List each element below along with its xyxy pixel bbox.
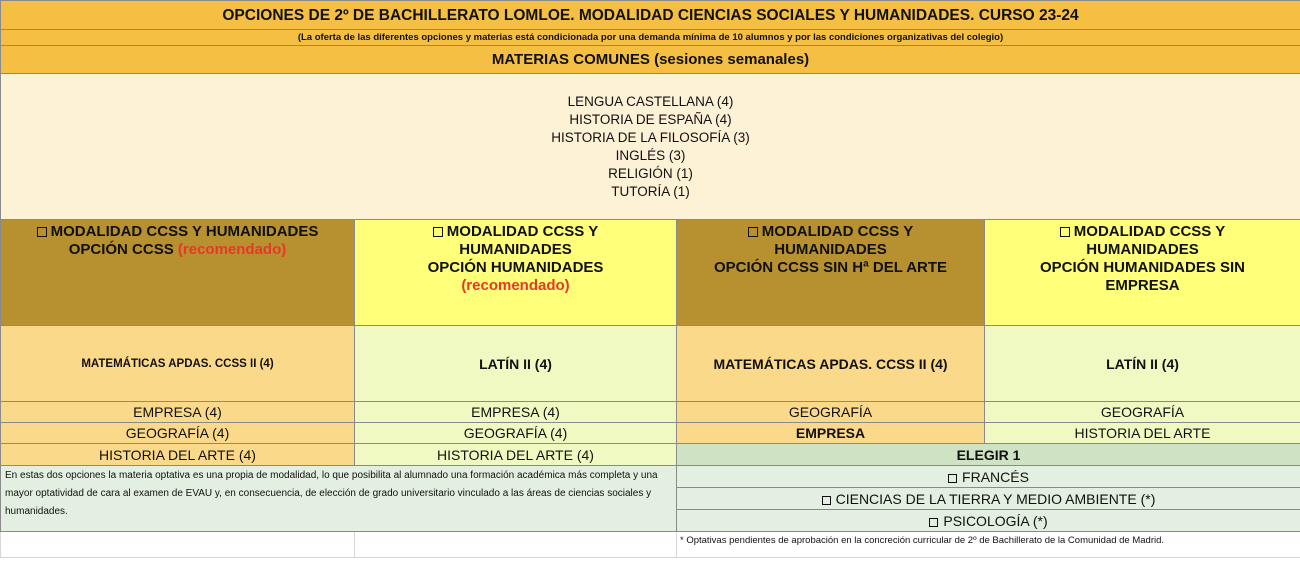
elective-choice-ctma[interactable] bbox=[677, 488, 1300, 510]
subject-cell: EMPRESA bbox=[677, 423, 985, 444]
option-subtitle: OPCIÓN HUMANIDADES SIN bbox=[1039, 259, 1245, 276]
subtitle-cell bbox=[1, 30, 1300, 46]
core-subject: LATÍN II (4) bbox=[985, 326, 1300, 402]
checkbox-icon[interactable] bbox=[822, 496, 831, 505]
subject-cell: GEOGRAFÍA bbox=[677, 402, 985, 423]
option-title: MODALIDAD CCSS Y bbox=[1073, 223, 1226, 240]
option-ccss[interactable] bbox=[1, 220, 355, 326]
common-subject: LENGUA CASTELLANA (4) bbox=[567, 93, 734, 109]
options-note: En estas dos opciones la materia optativa es una propia de modalidad, lo que posibilita al alumnado una formación académica más completa y una mayor optatividad de cara al examen de EVAU y, en consecuencia, de elección de grado universitario vinculado a las áreas de ciencias sociales y humanidades. bbox=[1, 466, 677, 532]
elective-label: CIENCIAS DE LA TIERRA Y MEDIO AMBIENTE (*) bbox=[835, 490, 1156, 507]
subject-cell: EMPRESA (4) bbox=[1, 402, 355, 423]
subject-cell: GEOGRAFÍA (4) bbox=[355, 423, 677, 444]
common-subject: HISTORIA DE LA FILOSOFÍA (3) bbox=[551, 129, 750, 145]
common-subject: INGLÉS (3) bbox=[615, 147, 686, 163]
core-subject: LATÍN II (4) bbox=[355, 326, 677, 402]
subject-cell: HISTORIA DEL ARTE bbox=[985, 423, 1300, 444]
elective-choice-frances[interactable] bbox=[677, 466, 1300, 488]
option-subtitle: OPCIÓN HUMANIDADES bbox=[427, 259, 604, 276]
checkbox-icon[interactable] bbox=[37, 227, 47, 237]
empty-cell bbox=[355, 532, 677, 558]
common-subject: RELIGIÓN (1) bbox=[608, 165, 693, 181]
common-subject: HISTORIA DE ESPAÑA (4) bbox=[569, 111, 732, 127]
option-title-2: HUMANIDADES bbox=[774, 241, 887, 258]
core-subject: MATEMÁTICAS APDAS. CCSS II (4) bbox=[677, 326, 985, 402]
option-humanidades-sin-empresa[interactable] bbox=[985, 220, 1300, 326]
option-subtitle: OPCIÓN CCSS bbox=[68, 241, 174, 258]
option-humanidades[interactable] bbox=[355, 220, 677, 326]
core-subject: MATEMÁTICAS APDAS. CCSS II (4) bbox=[1, 326, 355, 402]
option-title-2: HUMANIDADES bbox=[459, 241, 572, 258]
subject-cell: HISTORIA DEL ARTE (4) bbox=[1, 444, 355, 466]
elective-heading: ELEGIR 1 bbox=[677, 444, 1300, 466]
recommended-label: (recomendado) bbox=[177, 241, 287, 258]
checkbox-icon[interactable] bbox=[948, 474, 957, 483]
subject-cell: GEOGRAFÍA (4) bbox=[1, 423, 355, 444]
elective-label: PSICOLOGÍA (*) bbox=[943, 512, 1048, 529]
option-title: MODALIDAD CCSS Y bbox=[761, 223, 914, 240]
common-subjects-heading: MATERIAS COMUNES (sesiones semanales) bbox=[1, 46, 1300, 74]
option-title: MODALIDAD CCSS Y HUMANIDADES bbox=[50, 223, 319, 240]
checkbox-icon[interactable] bbox=[929, 518, 938, 527]
empty-cell bbox=[1, 532, 355, 558]
footnote: * Optativas pendientes de aprobación en la concreción curricular de 2º de Bachillerato de la Comunidad de Madrid. bbox=[677, 532, 1300, 558]
page-title: OPCIONES DE 2º DE BACHILLERATO LOMLOE. MODALIDAD CIENCIAS SOCIALES Y HUMANIDADES. CURSO 23-24 bbox=[222, 6, 1079, 24]
checkbox-icon[interactable] bbox=[433, 227, 443, 237]
common-subjects-list bbox=[1, 74, 1300, 220]
page-subtitle: (La oferta de las diferentes opciones y materias está condicionada por una demanda mínima de 10 alumnos y por las condiciones organizativas del colegio) bbox=[297, 31, 1004, 43]
title-cell bbox=[1, 1, 1300, 30]
recommended-label: (recomendado) bbox=[461, 277, 570, 294]
elective-label: FRANCÉS bbox=[962, 468, 1029, 485]
option-subtitle: OPCIÓN CCSS SIN Hª DEL ARTE bbox=[713, 259, 948, 276]
checkbox-icon[interactable] bbox=[748, 227, 758, 237]
common-subject: TUTORÍA (1) bbox=[611, 183, 690, 199]
checkbox-icon[interactable] bbox=[1060, 227, 1070, 237]
option-title-2: HUMANIDADES bbox=[1086, 241, 1199, 258]
subject-cell: HISTORIA DEL ARTE (4) bbox=[355, 444, 677, 466]
subject-cell: EMPRESA (4) bbox=[355, 402, 677, 423]
option-subtitle-2: EMPRESA bbox=[1105, 277, 1180, 294]
option-title: MODALIDAD CCSS Y bbox=[446, 223, 599, 240]
option-ccss-sin-arte[interactable] bbox=[677, 220, 985, 326]
elective-choice-psicologia[interactable] bbox=[677, 510, 1300, 532]
subject-cell: GEOGRAFÍA bbox=[985, 402, 1300, 423]
